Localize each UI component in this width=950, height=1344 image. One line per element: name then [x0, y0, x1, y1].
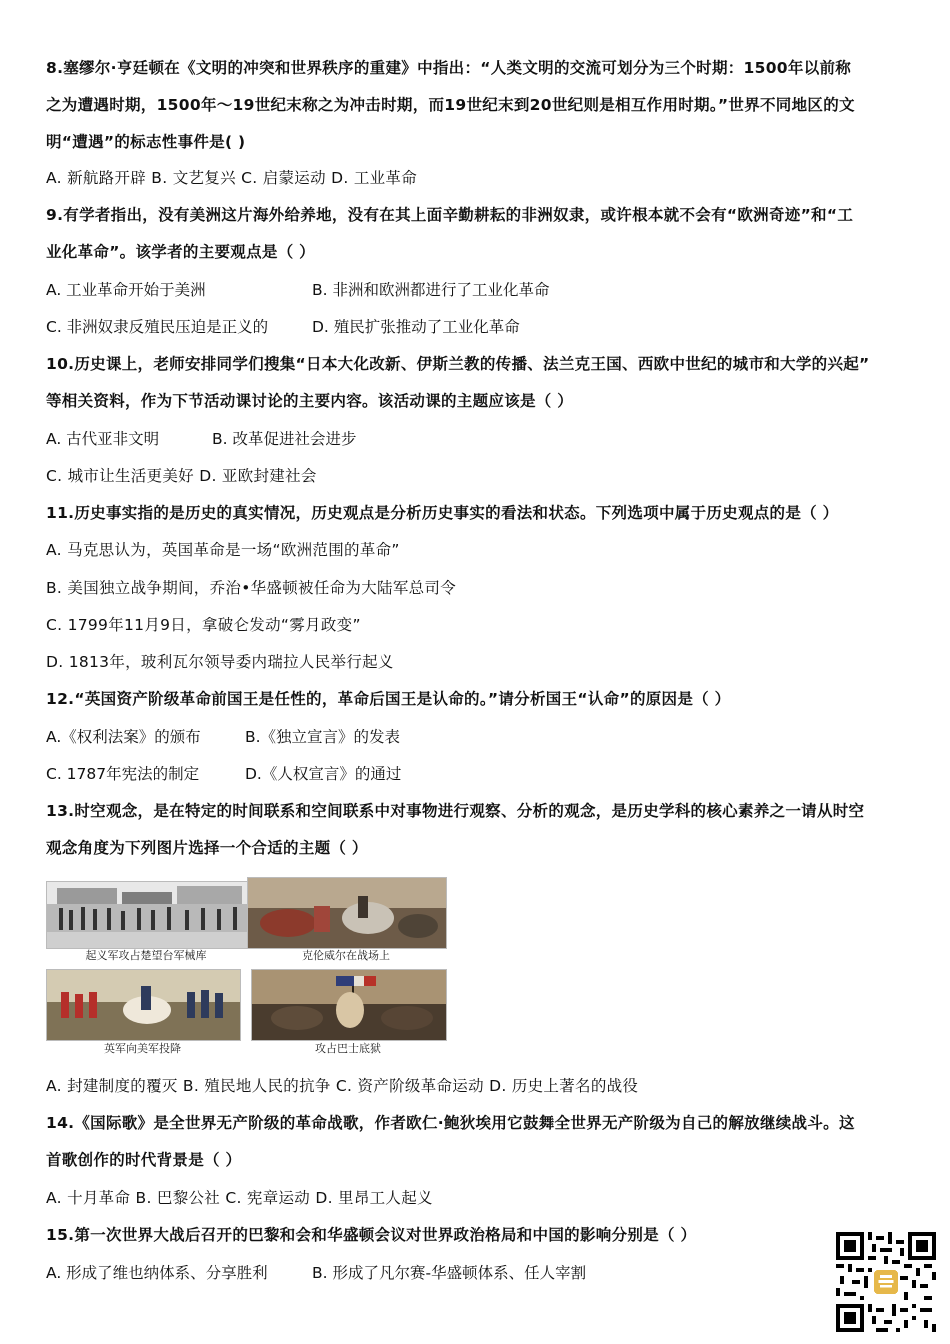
caption-3: 英军向美军投降: [104, 1042, 181, 1055]
q15-option-b: B. 形成了凡尔赛-华盛顿体系、任人宰割: [312, 1264, 587, 1282]
q12-option-a: A.《权利法案》的颁布: [46, 728, 201, 746]
q11-option-c: C. 1799年11月9日，拿破仑发动“雾月政变”: [46, 616, 361, 634]
q10-stem-line2: 等相关资料，作为下节活动课讨论的主要内容。该活动课的主题应该是（ ）: [46, 392, 574, 410]
q9-stem-line1: 9.有学者指出，没有美洲这片海外给养地，没有在其上面辛勤耕耘的非洲奴隶，或许根本就不会有“欧洲奇迹”和“工: [46, 206, 854, 224]
q11-option-a: A. 马克思认为，英国革命是一场“欧洲范围的革命”: [46, 541, 400, 559]
q8-stem-line3: 明“遭遇”的标志性事件是( ): [46, 133, 246, 151]
q10-stem-line1: 10.历史课上，老师安排同学们搜集“日本大化改新、伊斯兰教的传播、法兰克王国、西欧中世纪的城市和大学的兴起”: [46, 355, 870, 373]
q9-option-b: B. 非洲和欧洲都进行了工业化革命: [312, 281, 550, 299]
q8-options: A. 新航路开辟 B. 文艺复兴 C. 启蒙运动 D. 工业革命: [46, 169, 418, 187]
q10-option-b: B. 改革促进社会进步: [212, 430, 357, 448]
q11-stem-line1: 11.历史事实指的是历史的真实情况，历史观点是分析历史事实的看法和状态。下列选项中属于历史观点的是（ ）: [46, 504, 839, 522]
q10-option-a: A. 古代亚非文明: [46, 430, 160, 448]
q12-option-b: B.《独立宣言》的发表: [245, 728, 401, 746]
q12-option-c: C. 1787年宪法的制定: [46, 765, 200, 783]
caption-1: 起义军攻占楚望台军械库: [85, 949, 207, 962]
painting-cromwell-battlefield: [247, 877, 447, 949]
painting-storming-bastille: [251, 969, 447, 1041]
q11-option-b: B. 美国独立战争期间，乔治•华盛顿被任命为大陆军总司令: [46, 579, 457, 597]
q15-option-a: A. 形成了维也纳体系、分享胜利: [46, 1264, 268, 1282]
qr-code-icon: [836, 1232, 936, 1332]
q14-stem-line2: 首歌创作的时代背景是（ ）: [46, 1151, 242, 1169]
q12-option-d: D.《人权宣言》的通过: [245, 765, 402, 783]
photo-wuchang-uprising: [46, 881, 248, 949]
q9-stem-line2: 业化革命”。该学者的主要观点是（ ）: [46, 243, 315, 261]
q9-option-d: D. 殖民扩张推动了工业化革命: [312, 318, 520, 336]
q11-option-d: D. 1813年，玻利瓦尔领导委内瑞拉人民举行起义: [46, 653, 394, 671]
q9-option-a: A. 工业革命开始于美洲: [46, 281, 206, 299]
q12-stem-line1: 12.“英国资产阶级革命前国王是任性的，革命后国王是认命的。”请分析国王“认命”的原因是（ ）: [46, 690, 731, 708]
q9-option-c: C. 非洲奴隶反殖民压迫是正义的: [46, 318, 269, 336]
painting-british-surrender: [46, 969, 241, 1041]
q8-stem-line2: 之为遭遇时期，1500年～19世纪末称之为冲击时期，而19世纪末到20世纪则是相互作用时期。”世界不同地区的文: [46, 96, 855, 114]
caption-4: 攻占巴士底狱: [315, 1042, 381, 1055]
q13-stem-line2: 观念角度为下列图片选择一个合适的主题（ ）: [46, 839, 368, 857]
q13-stem-line1: 13.时空观念，是在特定的时间联系和空间联系中对事物进行观察、分析的观念，是历史学科的核心素养之一请从时空: [46, 802, 865, 820]
q13-options: A. 封建制度的覆灭 B. 殖民地人民的抗争 C. 资产阶级革命运动 D. 历史上著名的战役: [46, 1077, 639, 1095]
caption-2: 克伦威尔在战场上: [302, 949, 390, 962]
q15-stem-line1: 15.第一次世界大战后召开的巴黎和会和华盛顿会议对世界政治格局和中国的影响分别是（ ）: [46, 1226, 697, 1244]
q8-stem-line1: 8.塞缪尔·亨廷顿在《文明的冲突和世界秩序的重建》中指出：“人类文明的交流可划分为三个时期：1500年以前称: [46, 59, 852, 77]
q10-options-cd: C. 城市让生活更美好 D. 亚欧封建社会: [46, 467, 317, 485]
q14-stem-line1: 14.《国际歌》是全世界无产阶级的革命战歌，作者欧仁·鲍狄埃用它鼓舞全世界无产阶级为自己的解放继续战斗。这: [46, 1114, 855, 1132]
q14-options: A. 十月革命 B. 巴黎公社 C. 宪章运动 D. 里昂工人起义: [46, 1189, 433, 1207]
